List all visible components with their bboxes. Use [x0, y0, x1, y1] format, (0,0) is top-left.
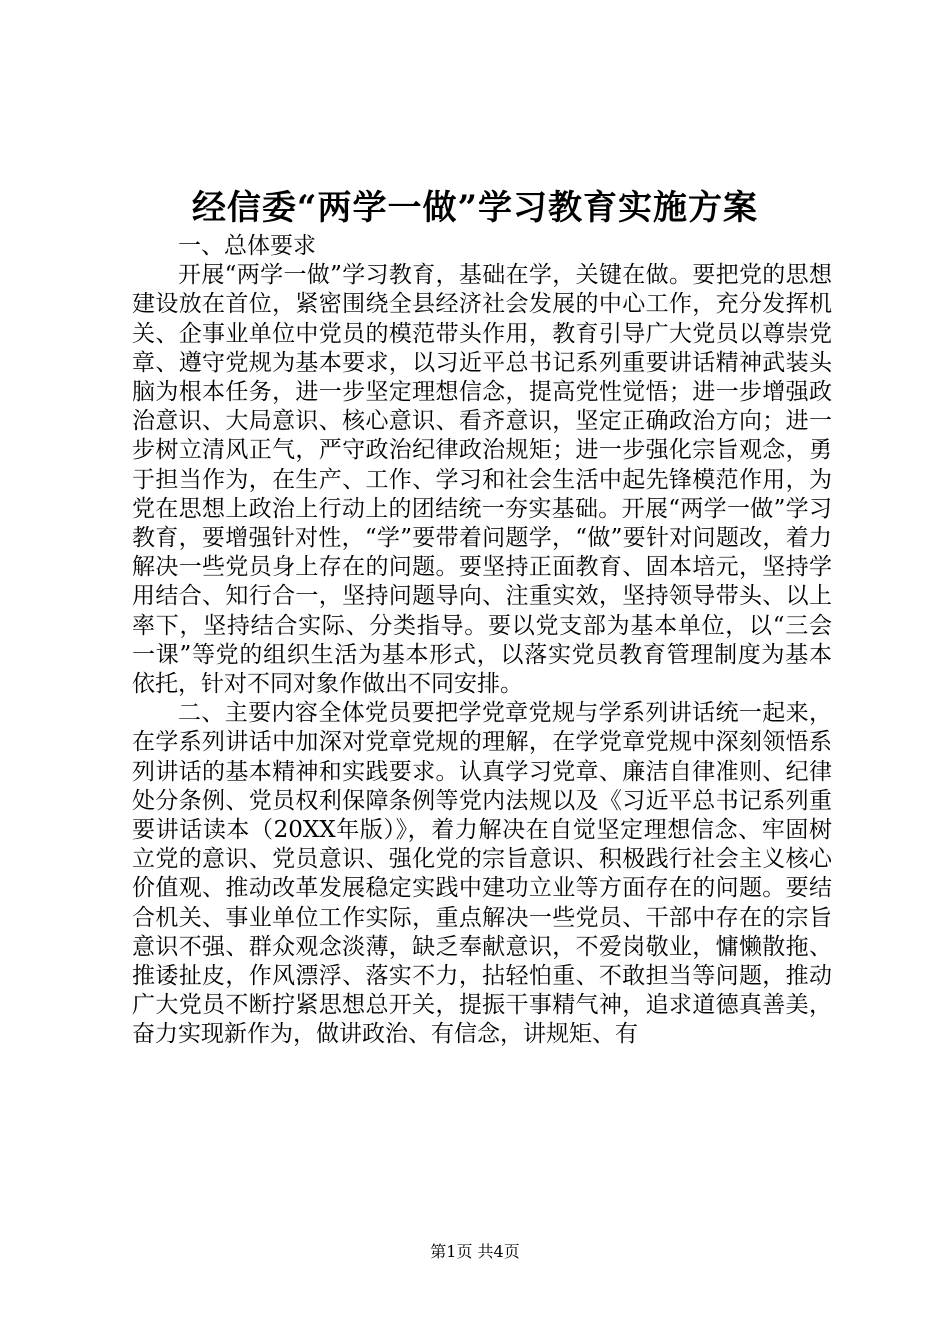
section-heading-overall-requirements: 一、总体要求	[178, 233, 316, 259]
page-footer: 第1页 共4页	[430, 1242, 520, 1261]
paragraph-main-content: 二、主要内容全体党员要把学党章党规与学系列讲话统一起来，在学系列讲话中加深对党章党规的理解，在学党章党规中深刻领悟系列讲话的基本精神和实践要求。认真学习党章、廉洁自律准则、纪律处分条例、党员权利保障条例等党内法规以及《习近平总书记系列重要讲话读本（20XX年版）》，着力解决在自觉坚定理想信念、牢固树立党的意识、党员意识、强化党的宗旨意识、积极践行社会主义核心价值观、推动改革发展稳定实践中建功立业等方面存在的问题。要结合机关、事业单位工作实际，重点解决一些党员、干部中存在的宗旨意识不强、群众观念淡薄，缺乏奉献意识，不爱岗敬业，慵懒散拖、推诿扯皮，作风漂浮、落实不力，拈轻怕重、不敢担当等问题，推动广大党员不断拧紧思想总开关，提振干事精气神，追求道德真善美，奋力实现新作为，做讲政治、有信念，讲规矩、有	[132, 700, 832, 1048]
document-body	[132, 232, 832, 1050]
document-title: 经信委“两学一做”学习教育实施方案	[191, 188, 759, 228]
paragraph-overall-requirements: 开展“两学一做”学习教育，基础在学，关键在做。要把党的思想建设放在首位，紧密围绕全县经济社会发展的中心工作，充分发挥机关、企事业单位中党员的模范带头作用，教育引导广大党员以尊崇党章、遵守党规为基本要求，以习近平总书记系列重要讲话精神武装头脑为根本任务，进一步坚定理想信念，提高党性觉悟；进一步增强政治意识、大局意识、核心意识、看齐意识，坚定正确政治方向；进一步树立清风正气，严守政治纪律政治规矩；进一步强化宗旨观念，勇于担当作为，在生产、工作、学习和社会生活中起先锋模范作用，为党在思想上政治上行动上的团结统一夯实基础。开展“两学一做”学习教育，要增强针对性，“学”要带着问题学，“做”要针对问题改，着力解决一些党员身上存在的问题。要坚持正面教育、固本培元，坚持学用结合、知行合一，坚持问题导向、注重实效，坚持领导带头、以上率下，坚持结合实际、分类指导。要以党支部为基本单位，以“三会一课”等党的组织生活为基本形式，以落实党员教育管理制度为基本依托，针对不同对象作做出不同安排。	[132, 262, 832, 698]
